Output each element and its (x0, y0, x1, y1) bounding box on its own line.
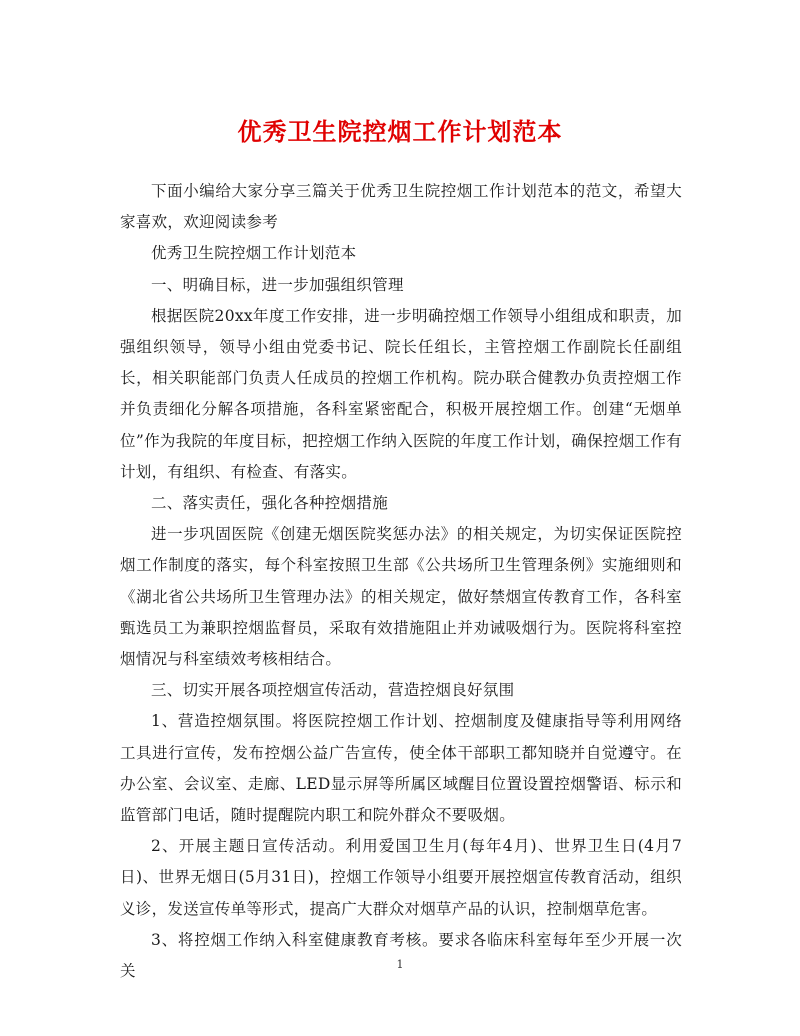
section-heading-2: 二、落实责任，强化各种控烟措施 (151, 494, 389, 513)
document-title: 优秀卫生院控烟工作计划范本 (237, 117, 563, 146)
page-number: 1 (396, 958, 404, 971)
intro-paragraph: 下面小编给大家分享三篇关于优秀卫生院控烟工作计划范本的范文，希望大家喜欢，欢迎阅读参考 (120, 182, 682, 232)
subtitle-paragraph: 优秀卫生院控烟工作计划范本 (151, 244, 357, 263)
section-heading-3: 三、切实开展各项控烟宣传活动，营造控烟良好氛围 (151, 681, 515, 700)
body-paragraph: 进一步巩固医院《创建无烟医院奖惩办法》的相关规定，为切实保证医院控烟工作制度的落实，每个科室按照卫生部《公共场所卫生管理条例》实施细则和《湖北省公共场所卫生管理办法》的相关规定，做好禁烟宣传教育工作，各科室甄选员工为兼职控烟监督员，采取有效措施阻止并劝诫吸烟行为。医院将科室控烟情况与科室绩效考核相结合。 (120, 525, 682, 669)
body-paragraph: 根据医院20xx年度工作安排，进一步明确控烟工作领导小组组成和职责，加强组织领导，领导小组由党委书记、院长任组长，主管控烟工作副院长任副组长，相关职能部门负责人任成员的控烟工作机构。院办联合健教办负责控烟工作并负责细化分解各项措施，各科室紧密配合，积极开展控烟工作。创建“无烟单位”作为我院的年度目标，把控烟工作纳入医院的年度工作计划，确保控烟工作有计划，有组织、有检查、有落实。 (120, 306, 682, 481)
section-heading-1: 一、明确目标，进一步加强组织管理 (151, 275, 404, 294)
body-paragraph: 3、将控烟工作纳入科室健康教育考核。要求各临床科室每年至少开展一次关 (120, 930, 682, 981)
body-paragraph: 2、开展主题日宣传活动。利用爱国卫生月(每年4月)、世界卫生日(4月7日)、世界无烟日(5月31日)，控烟工作领导小组要开展控烟宣传教育活动，组织义诊，发送宣传单等形式，提高广大群众对烟草产品的认识，控制烟草危害。 (120, 837, 682, 918)
document-body (120, 176, 682, 987)
body-paragraph: 1、营造控烟氛围。将医院控烟工作计划、控烟制度及健康指导等利用网络工具进行宣传，发布控烟公益广告宣传，使全体干部职工都知晓并自觉遵守。在办公室、会议室、走廊、LED显示屏等所属区域醒目位置设置控烟警语、标示和监管部门电话，随时提醒院内职工和院外群众不要吸烟。 (120, 712, 682, 825)
